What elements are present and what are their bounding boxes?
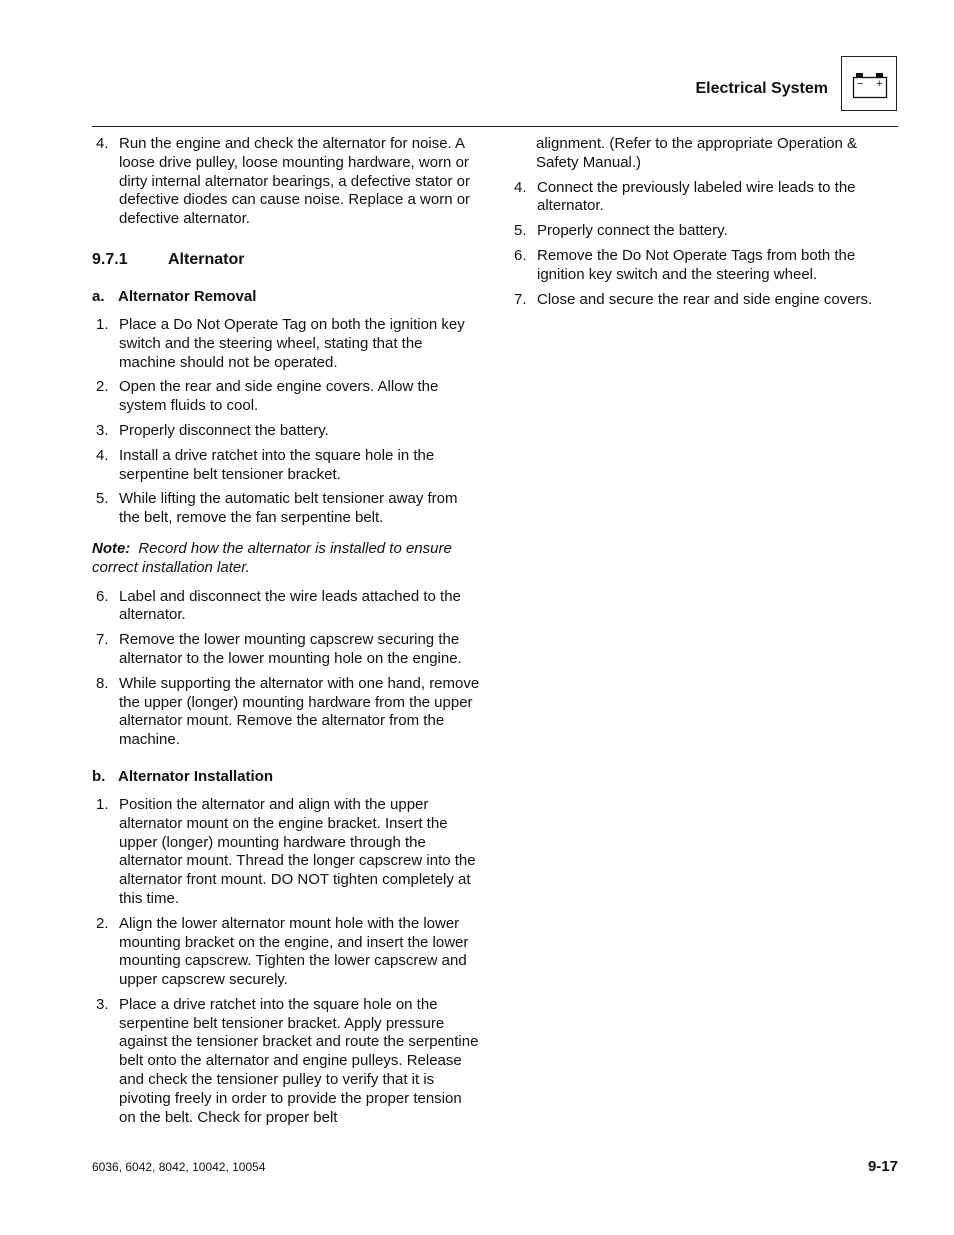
list-item (92, 796, 482, 909)
list-item (510, 179, 900, 217)
list-item (92, 135, 482, 229)
step-text: Open the rear and side engine covers. Allow the system fluids to cool. (119, 378, 439, 415)
subsection-heading-removal (92, 288, 482, 306)
list-item (92, 915, 482, 990)
section-heading (92, 250, 482, 270)
step-text: Remove the lower mounting capscrew securing the alternator to the lower mounting hole on the engine. (119, 631, 462, 667)
list-item (92, 996, 482, 1128)
installation-steps-list (92, 796, 482, 1128)
page-number: 9-17 (867, 1158, 898, 1175)
step-text: Align the lower alternator mount hole with the lower mounting bracket on the engine, and insert the lower mounting capscrew. Tighten the lower capscrew and upper capscrew securely. (119, 914, 469, 989)
footer-model-numbers: 6036, 6042, 8042, 10042, 10054 (92, 1160, 266, 1174)
subsection-letter: b. (92, 767, 106, 785)
step-number: 6. (514, 246, 527, 264)
header-rule (92, 126, 898, 127)
note-block (92, 540, 482, 578)
note-text: Record how the alternator is installed to ensure correct installation later. (92, 539, 452, 576)
subsection-title: Alternator Installation (118, 767, 274, 785)
list-item (92, 588, 482, 626)
step-number: 3. (96, 995, 109, 1013)
list-item (92, 490, 482, 528)
list-item (510, 291, 900, 310)
list-item (92, 422, 482, 441)
right-column (510, 135, 900, 315)
removal-steps-list (92, 316, 482, 528)
step-number: 6. (96, 587, 109, 605)
step-number: 5. (96, 490, 109, 508)
battery-minus-sign: − (857, 78, 864, 90)
step-number: 4. (514, 178, 527, 196)
list-item (92, 316, 482, 372)
section-number: 9.7.1 (92, 250, 128, 268)
installation-steps-list-continued (510, 179, 900, 310)
section-title: Electrical System (695, 80, 828, 97)
subsection-title: Alternator Removal (118, 287, 257, 305)
subsection-letter: a. (92, 287, 105, 305)
step-text: Remove the Do Not Operate Tags from both the ignition key switch and the steering wheel. (537, 246, 856, 283)
step-number: 2. (96, 914, 109, 932)
step-number: 2. (96, 378, 109, 396)
battery-icon (852, 71, 888, 99)
step-number: 1. (96, 795, 109, 813)
step-number: 7. (514, 290, 527, 308)
spacer (92, 756, 482, 768)
step-text: Label and disconnect the wire leads attached to the alternator. (119, 587, 461, 624)
step-text: Connect the previously labeled wire leads to the alternator. (537, 178, 856, 215)
section-heading-title: Alternator (168, 250, 245, 268)
list-item (92, 378, 482, 416)
step-number: 4. (96, 135, 109, 152)
step-text: Properly disconnect the battery. (119, 421, 329, 439)
step-text: Properly connect the battery. (537, 222, 728, 240)
step-text: Place a Do Not Operate Tag on both the ignition key switch and the steering wheel, stating that the machine should not be operated. (119, 315, 465, 371)
battery-plus-sign: + (876, 78, 883, 90)
step-text: Run the engine and check the alternator for noise. A loose drive pulley, loose mounting hardware, worn or dirty internal alternator bearings, a defective stator or defective diodes can cause noise. Replace a worn or defective alternator. (119, 135, 471, 228)
step-text: Close and secure the rear and side engine covers. (537, 290, 873, 308)
list-item (92, 447, 482, 485)
step-number: 3. (96, 421, 109, 439)
step-continuation-text: alignment. (Refer to the appropriate Operation & Safety Manual.) (536, 135, 858, 171)
subsection-heading-installation (92, 768, 482, 786)
list-item (92, 675, 482, 750)
step-number: 7. (96, 631, 109, 649)
list-item (510, 222, 900, 241)
step-number: 1. (96, 315, 109, 333)
step-text: While supporting the alternator with one hand, remove the upper (longer) mounting hardware from the upper alternator mount. Remove the alternator from the machine. (119, 674, 480, 749)
step-text: Install a drive ratchet into the square hole in the serpentine belt tensioner bracket. (119, 446, 435, 483)
step-text: Position the alternator and align with the upper alternator mount on the engine bracket. Insert the upper (longer) mounting hardware through the alternator mount. Thread the longer capscrew into the alternator front mount. DO NOT tighten completely at this time. (119, 795, 476, 907)
note-label: Note: (92, 539, 131, 557)
list-item (92, 631, 482, 669)
step-number: 4. (96, 446, 109, 464)
section-icon-frame (841, 56, 897, 111)
step-number: 5. (514, 222, 527, 240)
step-number: 8. (96, 674, 109, 692)
step-text: Place a drive ratchet into the square hole on the serpentine belt tensioner bracket. Apply pressure against the tensioner bracket and route the serpentine belt onto the alternator and engine pulleys. Release and check the tensioner pulley to verify that it is pivoting freely in order to provide the proper tension on the belt. Check for proper belt (119, 995, 479, 1126)
left-column (92, 135, 482, 1133)
step-text: While lifting the automatic belt tensioner away from the belt, remove the fan serpentine belt. (119, 490, 458, 527)
list-item (510, 247, 900, 285)
removal-steps-list-continued (92, 588, 482, 750)
